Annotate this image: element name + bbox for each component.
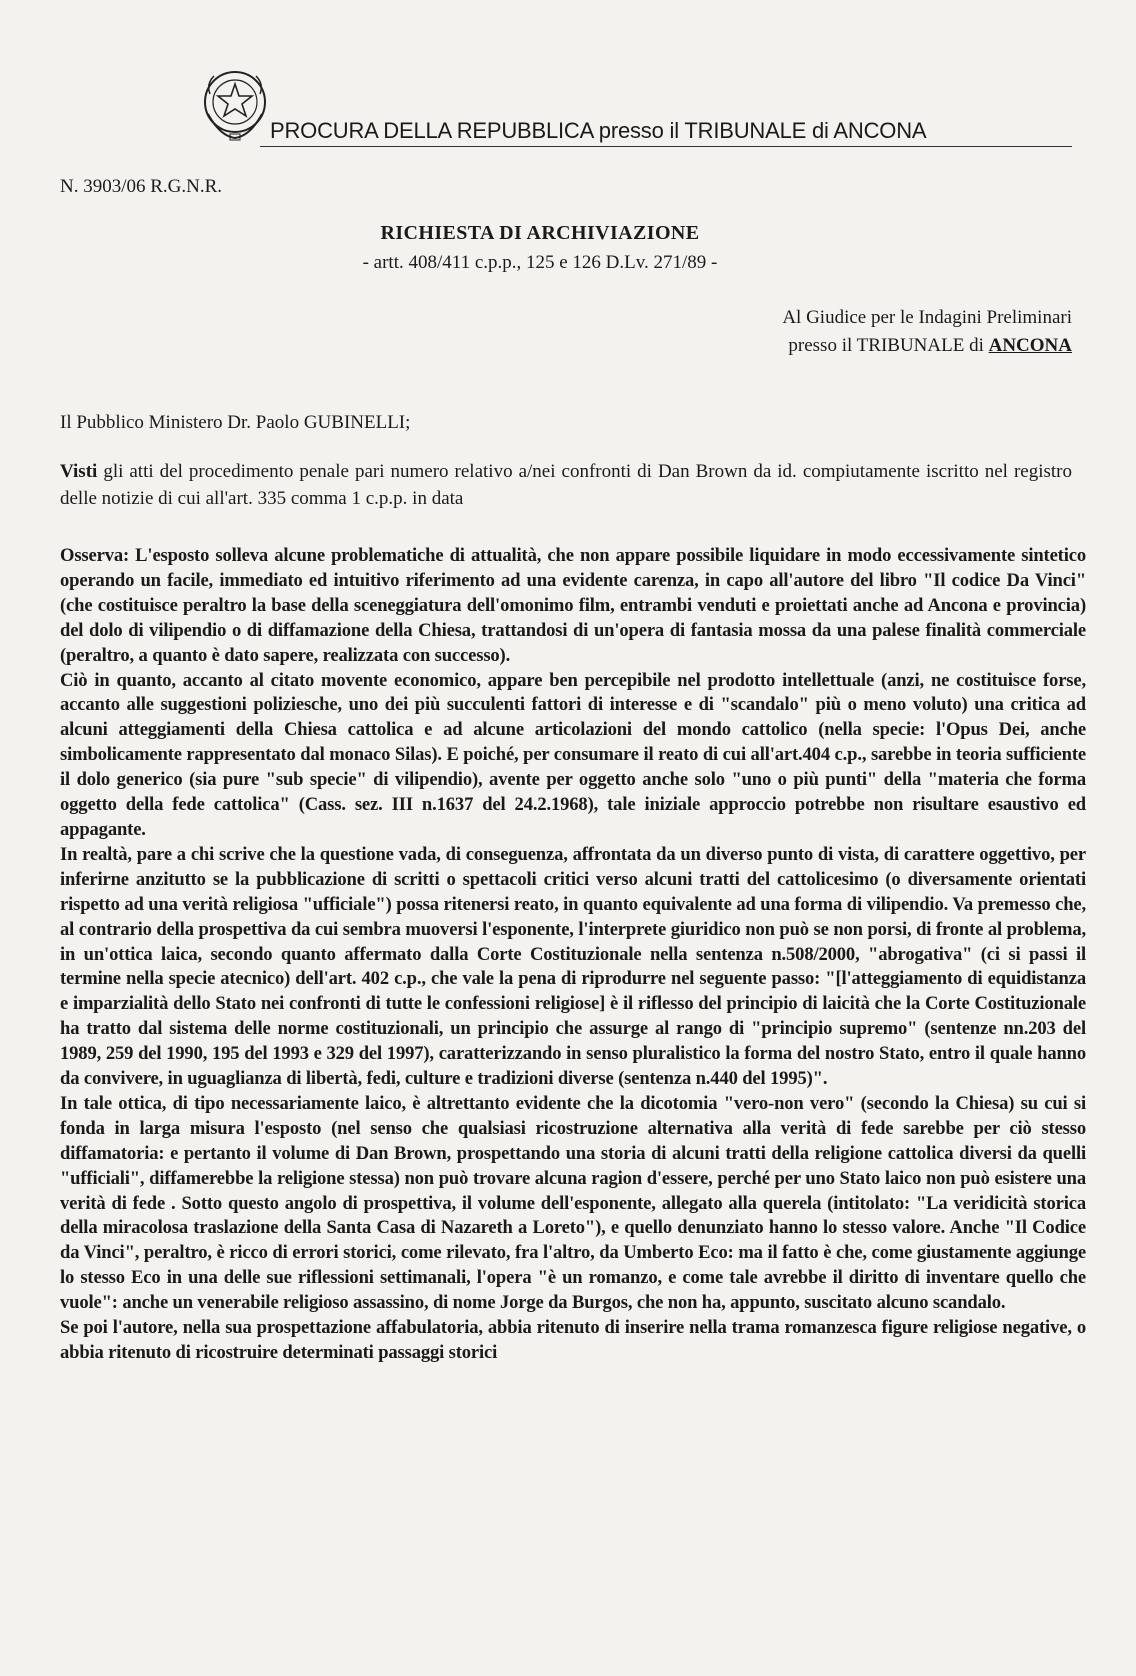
protocol-number: N. 3903/06 R.G.N.R. — [60, 176, 223, 197]
paragraph-cio-in-quanto: Ciò in quanto, accanto al citato movente economico, appare ben percepibile nel prodotto intellettuale (anzi, ne costituisce forse, accanto alle suggestioni poliziesche, uno dei più succulenti fattori di interesse e di "scandalo" più o meno voluto) una critica ad alcuni atteggiamenti della Chiesa cattolica e ad alcune articolazioni del mondo cattolico (nella specie: l'Opus Dei, anche simbolicamente rappresentato dal monaco Silas). E poiché, per consumare il reato di cui all'art.404 c.p., sarebbe in teoria sufficiente il dolo generico (sia pure "sub specie" di vilipendio), avente per oggetto anche solo "uno o più punti" della "materia che forma oggetto della fede cattolica" (Cass. sez. III n.1637 del 24.2.1968), tale iniziale approccio potrebbe non risultare esaustivo ed appagante. — [60, 669, 1086, 840]
document-subtitle: - artt. 408/411 c.p.p., 125 e 126 D.Lv. 271/89 - — [362, 252, 718, 273]
visti-label: Visti — [60, 461, 98, 482]
visti-text: gli atti del procedimento penale pari numero relativo a/nei confronti di Dan Brown da id. compiutamente iscritto nel registro delle notizie di cui all'art. 335 comma 1 c.p.p. in data — [60, 461, 1072, 509]
paragraph-in-realta: In realtà, pare a chi scrive che la questione vada, di conseguenza, affrontata da un diverso punto di vista, di carattere oggettivo, per inferirne anzitutto se la pubblicazione di scritti o spettacoli critici verso alcuni tratti del cattolicesimo (o diversamente orientati rispetto ad una verità religiosa "ufficiale") possa ritenersi reato, in quanto equivalente ad una forma di vilipendio. Va premesso che, al contrario della prospettiva da cui sembra muoversi l'esponente, l'interprete giuridico non può se non porsi, di fronte al problema, in un'ottica laica, secondo quanto affermato dalla Corte Costituzionale nella sentenza n.508/2000, "abrogativa" (ci si passi il termine nella specie atecnico) dell'art. 402 c.p., che vale la pena di riprodurre nel seguente passo: "[l'atteggiamento di equidistanza e imparzialità dello Stato nei confronti di tutte le confessioni religiose] è il riflesso del principio di laicità che la Corte Costituzionale ha tratto dal sistema delle norme costituzionali, un principio che assurge al rango di "principio supremo" (sentenze nn.203 del 1989, 259 del 1990, 195 del 1993 e 329 del 1997), caratterizzando in senso pluralistico la forma del nostro Stato, entro il quale hanno da convivere, in uguaglianza di libertà, fedi, culture e tradizioni diverse (sentenza n.440 del 1995)". — [60, 843, 1086, 1090]
visti-paragraph — [60, 458, 1072, 512]
paragraph-osserva: Osserva: L'esposto solleva alcune problematiche di attualità, che non appare possibile liquidare in modo eccessivamente sintetico operando un facile, immediato ed intuitivo riferimento ad una evidente carenza, in capo all'autore del libro "Il codice Da Vinci" (che costituisce peraltro la base della sceneggiatura dell'omonimo film, entrambi venduti e proiettati anche ad Ancona e provincia) del dolo di vilipendio o di diffamazione della Chiesa, trattandosi di un'opera di fantasia mossa da una palese finalità commerciale (peraltro, a quanto è dato sapere, realizzata con successo). — [60, 545, 1086, 666]
italian-republic-emblem-icon — [200, 64, 270, 144]
addressee-prefix: presso il TRIBUNALE di — [788, 335, 984, 356]
office-title: PROCURA DELLA REPUBBLICA presso il TRIBUNALE di ANCONA — [270, 118, 927, 143]
paragraph-se-poi: Se poi l'autore, nella sua prospettazione affabulatoria, abbia ritenuto di inserire nella trama romanzesca figure religiose negative, o abbia ritenuto di ricostruire determinati passaggi storici — [60, 1317, 1086, 1363]
body-text — [60, 544, 1086, 1366]
prosecutor-line: Il Pubblico Ministero Dr. Paolo GUBINELLI; — [60, 412, 411, 433]
letterhead — [200, 64, 1072, 146]
document-title: RICHIESTA DI ARCHIVIAZIONE — [380, 222, 700, 244]
addressee-line-1: Al Giudice per le Indagini Preliminari — [782, 307, 1072, 328]
addressee-line-2 — [782, 332, 1072, 360]
addressee-city: ANCONA — [988, 335, 1072, 356]
paragraph-in-tale-ottica: In tale ottica, di tipo necessariamente laico, è altrettanto evidente che la dicotomia "vero-non vero" (secondo la Chiesa) su cui si fonda in larga misura l'esposto (nel senso che qualsiasi ricostruzione alternativa alla verità di fede sarebbe per ciò stesso diffamatoria: e pertanto il volume di Dan Brown, prospettando una storia di alcuni tratti della religione cattolica diversi da quelli "ufficiali", diffamerebbe la religione stessa) non può trovare alcuna ragion d'essere, perché per uno Stato laico non può esistere una verità di fede . Sotto questo angolo di prospettiva, il volume dell'esponente, allegato alla querela (intitolato: "La veridicità storica della miracolosa traslazione della Santa Casa di Nazareth a Loreto"), e quello denunziato hanno lo stesso valore. Anche "Il Codice da Vinci", peraltro, è ricco di errori storici, come rilevato, fra l'altro, da Umberto Eco: ma il fatto è che, come giustamente aggiunge lo stesso Eco in una delle sue riflessioni settimanali, l'opera "è un romanzo, e come tale avrebbe il diritto di inventare quello che vuole": anche un venerabile religioso assassino, di nome Jorge da Burgos, che non ha, appunto, suscitato alcuno scandalo. — [60, 1092, 1086, 1314]
header-divider — [260, 146, 1072, 147]
bleed-through-text — [240, 40, 1090, 64]
addressee-block — [782, 304, 1072, 360]
